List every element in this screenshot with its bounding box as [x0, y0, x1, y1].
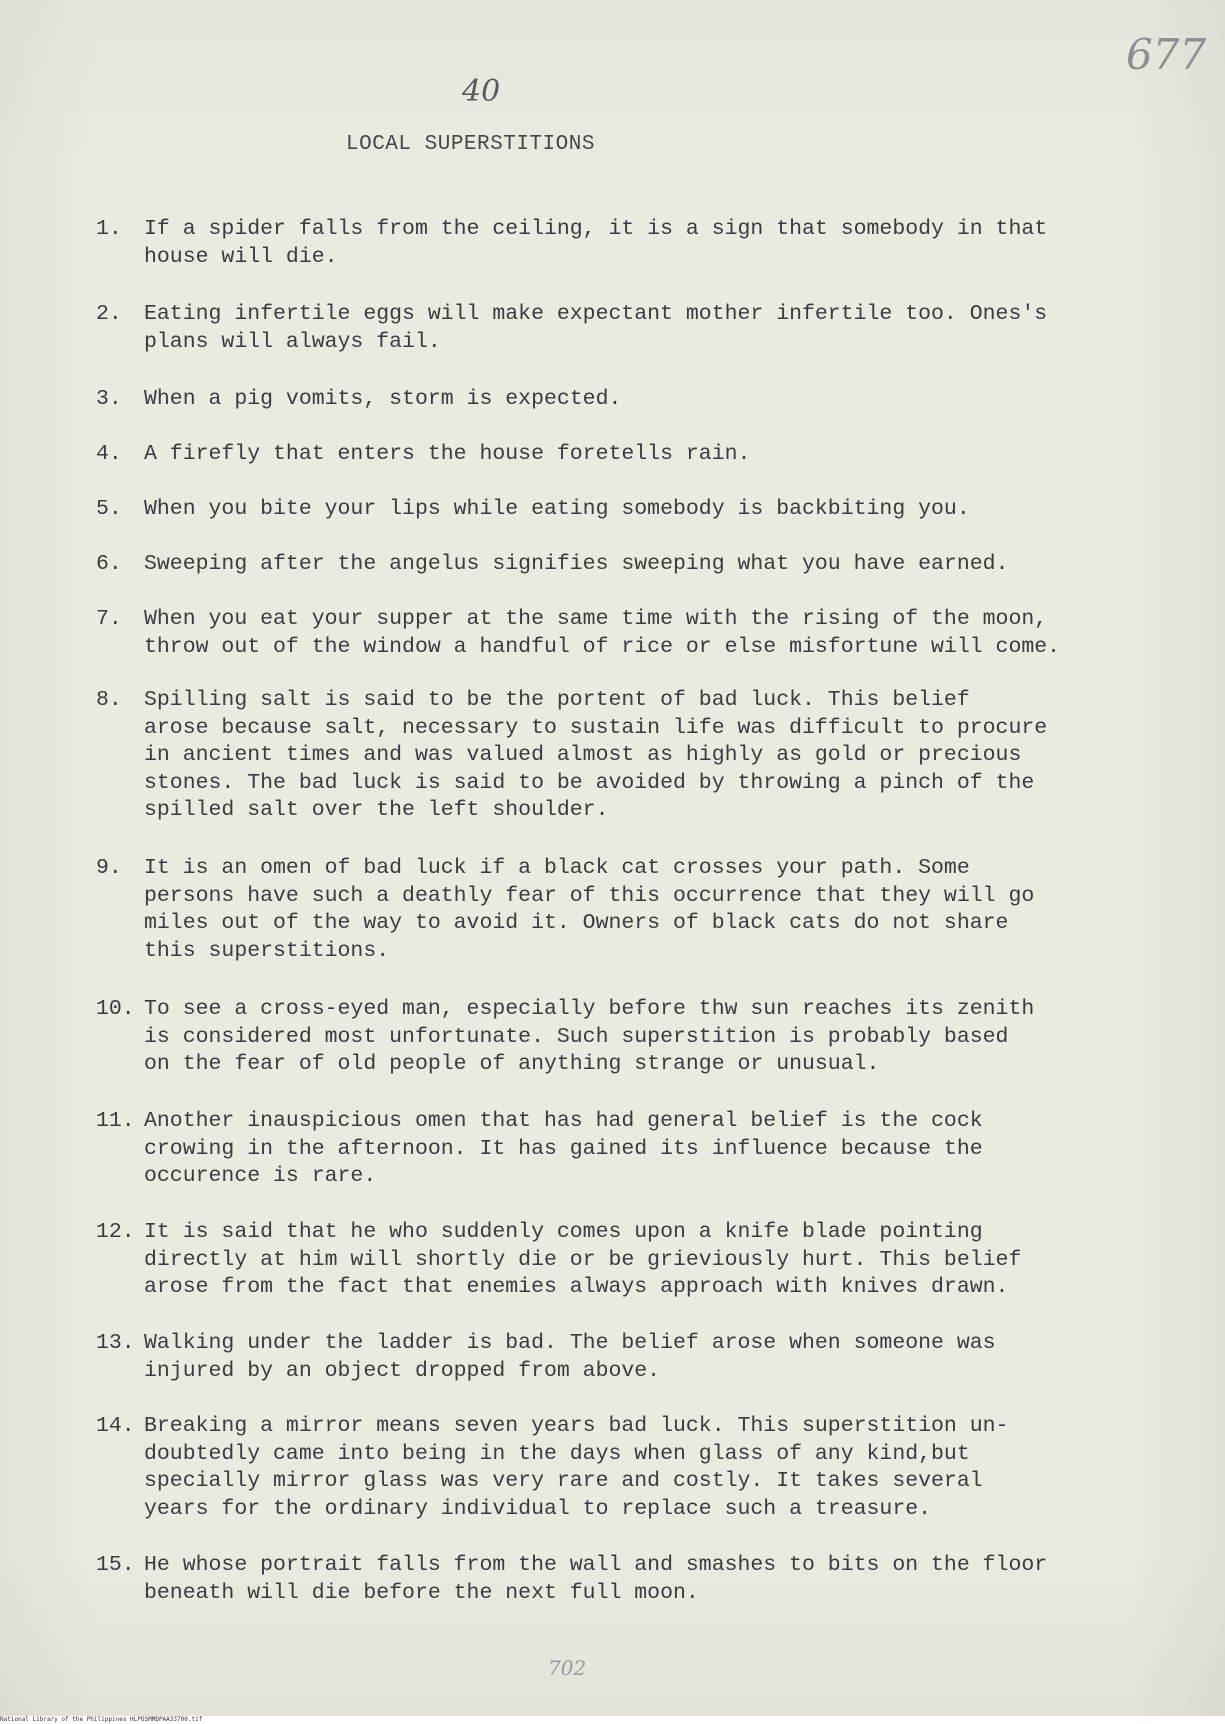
handwritten-archive-number: 677 — [1126, 30, 1207, 79]
list-item — [96, 1413, 1136, 1523]
scan-footer: National Library of the Philippines HLPOSMMDPAA33700.tif — [0, 1716, 1225, 1724]
item-text: When you bite your lips while eating somebody is backbiting you. — [144, 497, 970, 521]
item-number: 10. — [96, 997, 135, 1021]
item-number: 15. — [96, 1553, 135, 1577]
item-text: To see a cross-eyed man, especially before thw sun reaches its zenith is considered most unfortunate. Such superstition is probably based on the fear of old people of anything strange or unusual. — [144, 997, 1035, 1076]
item-text: When a pig vomits, storm is expected. — [144, 387, 622, 411]
item-text: A firefly that enters the house foretells rain. — [144, 442, 751, 466]
list-item — [96, 301, 1136, 356]
item-number: 3. — [96, 387, 122, 411]
page-title: LOCAL SUPERSTITIONS — [346, 133, 595, 156]
item-number: 11. — [96, 1109, 135, 1133]
list-item — [96, 496, 1136, 524]
item-number: 12. — [96, 1220, 135, 1244]
list-item — [96, 1219, 1136, 1302]
list-item — [96, 216, 1136, 271]
list-item — [96, 1552, 1136, 1607]
item-number: 8. — [96, 688, 122, 712]
list-item — [96, 386, 1136, 414]
list-item — [96, 996, 1136, 1079]
item-text: Another inauspicious omen that has had general belief is the cock crowing in the afternoon. It has gained its influence because the occurence is rare. — [144, 1109, 983, 1188]
item-number: 7. — [96, 607, 122, 631]
item-text: Sweeping after the angelus signifies sweeping what you have earned. — [144, 552, 1009, 576]
list-item — [96, 1330, 1136, 1385]
list-item — [96, 551, 1136, 579]
item-text: When you eat your supper at the same time with the rising of the moon, throw out of the window a handful of rice or else misfortune will come. — [144, 607, 1061, 659]
handwritten-page-number: 40 — [462, 74, 501, 109]
item-text: Walking under the ladder is bad. The belief arose when someone was injured by an object dropped from above. — [144, 1331, 996, 1383]
item-number: 13. — [96, 1331, 135, 1355]
item-text: Breaking a mirror means seven years bad luck. This superstition un- doubtedly came into being in the days when glass of any kind,but specially mirror glass was very rare and costly. It takes several years for the ordinary individual to replace such a treasure. — [144, 1414, 1009, 1521]
list-item — [96, 1108, 1136, 1191]
item-text: He whose portrait falls from the wall and smashes to bits on the floor beneath will die before the next full moon. — [144, 1553, 1048, 1605]
item-text: Eating infertile eggs will make expectant mother infertile too. Ones's plans will always fail. — [144, 302, 1048, 354]
handwritten-bottom-number: 702 — [548, 1656, 587, 1680]
item-number: 4. — [96, 442, 122, 466]
item-number: 14. — [96, 1414, 135, 1438]
item-text: If a spider falls from the ceiling, it is a sign that somebody in that house will die. — [144, 217, 1048, 269]
list-item — [96, 606, 1136, 661]
list-item — [96, 855, 1136, 965]
list-item — [96, 441, 1136, 469]
item-text: It is said that he who suddenly comes upon a knife blade pointing directly at him will shortly die or be grieviously hurt. This belief arose from the fact that enemies always approach with knives drawn. — [144, 1220, 1022, 1299]
item-text: Spilling salt is said to be the portent of bad luck. This belief arose because salt, necessary to sustain life was difficult to procure in ancient times and was valued almost as highly as gold or precious stones. The bad luck is said to be avoided by throwing a pinch of the spilled salt over the left shoulder. — [144, 688, 1048, 822]
list-item — [96, 687, 1136, 825]
item-number: 1. — [96, 217, 122, 241]
item-text: It is an omen of bad luck if a black cat crosses your path. Some persons have such a deathly fear of this occurrence that they will go miles out of the way to avoid it. Owners of black cats do not share this superstitions. — [144, 856, 1035, 963]
item-number: 5. — [96, 497, 122, 521]
item-number: 2. — [96, 302, 122, 326]
item-number: 6. — [96, 552, 122, 576]
item-number: 9. — [96, 856, 122, 880]
